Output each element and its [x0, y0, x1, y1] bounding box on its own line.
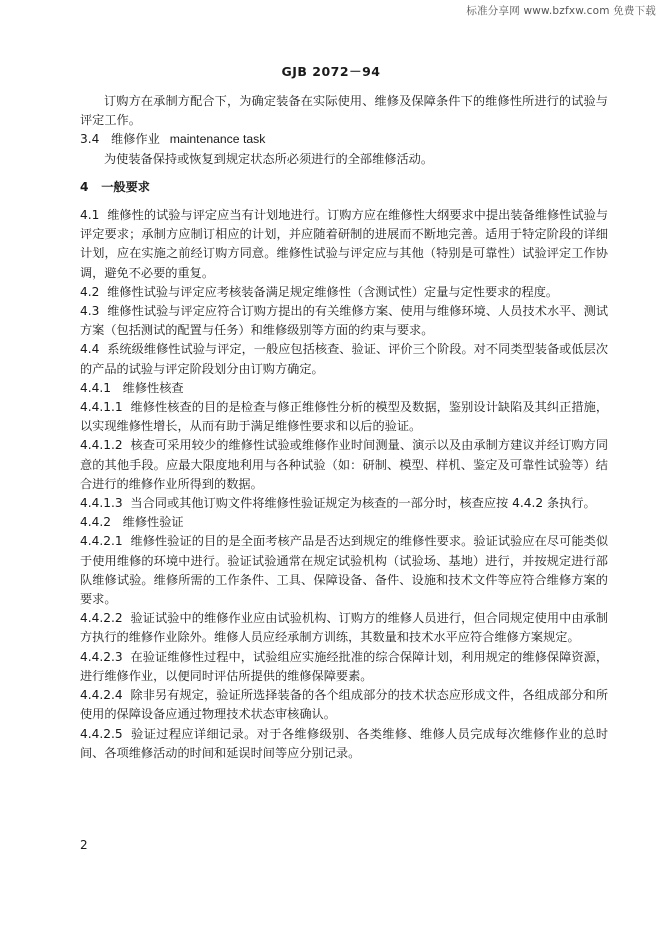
- clause-number: 4.4.1.1: [80, 400, 123, 415]
- clause-text: 维修性核查的目的是检查与修正维修性分析的模型及数据，鉴别设计缺陷及其纠正措施，以实现维修性增长，从而有助于满足维修性要求和以后的验证。: [80, 400, 609, 434]
- clause-number: 4.1: [80, 208, 100, 223]
- subsection-4-4-2-heading: [80, 513, 608, 532]
- clause-text: 验证试验中的维修作业应由试验机构、订购方的维修人员进行，但合同规定使用中由承制方执行的维修作业除外。维修人员应经承制方训练，其数量和技术水平应符合维修方案规定。: [80, 611, 609, 645]
- section-title-en: maintenance task: [169, 132, 266, 147]
- clause-text: 除非另有规定，验证所选择装备的各个组成部分的技术状态应形成文件，各组成部分和所使用的保障设备应通过物理技术状态审核确认。: [80, 688, 609, 722]
- clause-4-2: [80, 283, 608, 302]
- paragraph-3-3-continuation: 订购方在承制方配合下，为确定装备在实际使用、维修及保障条件下的维修性所进行的试验与评定工作。: [80, 94, 608, 128]
- clause-number: 4.4.2.4: [80, 688, 123, 703]
- clause-4-1: [80, 206, 608, 283]
- clause-4-4: [80, 340, 608, 378]
- clause-number: 4.2: [80, 284, 100, 299]
- page-number: 2: [80, 838, 88, 852]
- section-number: 4: [80, 179, 89, 194]
- clause-4-4-2-2: [80, 609, 608, 647]
- clause-4-4-2-5: [80, 725, 608, 763]
- clause-text: 验证过程应详细记录。对于各维修级别、各类维修、维修人员完成每次维修作业的总时间、各项维修活动的时间和延误时间等应分别记录。: [80, 726, 609, 760]
- clause-4-4-1-1: [80, 398, 608, 436]
- subsection-number: 4.4.2: [80, 515, 112, 530]
- subsection-title: 维修性验证: [122, 515, 184, 530]
- clause-number: 4.4.1.3: [80, 496, 123, 511]
- clause-text: 在验证维修性过程中，试验组应实施经批准的综合保障计划，利用规定的维修保障资源，进行维修作业，以便同时评估所提供的维修保障要素。: [80, 649, 609, 683]
- clause-number: 4.4.1.2: [80, 438, 123, 453]
- standard-code-header: GJB 2072－94: [281, 64, 381, 79]
- clause-text: 维修性试验与评定应考核装备满足规定维修性（含测试性）定量与定性要求的程度。: [107, 284, 559, 299]
- section-3-4-heading: [80, 130, 608, 149]
- subsection-number: 4.4.1: [80, 380, 112, 395]
- clause-4-3: [80, 302, 608, 340]
- document-body: [80, 92, 608, 763]
- clause-number: 4.4.2.1: [80, 534, 123, 549]
- section-title: 维修作业: [111, 132, 160, 147]
- subsection-4-4-1-heading: [80, 379, 608, 398]
- section-4-heading: [80, 178, 608, 197]
- paragraph-3-4-definition: 为使装备保持或恢复到规定状态所必须进行的全部维修活动。: [104, 151, 434, 166]
- clause-4-4-2-4: [80, 686, 608, 724]
- clause-4-4-2-3: [80, 648, 608, 686]
- clause-4-4-1-3: [80, 494, 608, 513]
- clause-text: 维修性验证的目的是全面考核产品是否达到规定的维修性要求。验证试验应在尽可能类似于使用维修的环境中进行。验证试验通常在规定试验机构（试验场、基地）进行，并按规定进行部队维修试验。维修所需的工作条件、工具、保障设备、备件、设施和技术文件等应符合维修方案的要求。: [80, 534, 609, 607]
- clause-text: 维修性试验与评定应符合订购方提出的有关维修方案、使用与维修环境、人员技术水平、测试方案（包括测试的配置与任务）和维修级别等方面的约束与要求。: [80, 304, 609, 338]
- section-number: 3.4: [80, 132, 100, 147]
- clause-text: 当合同或其他订购文件将维修性验证规定为核查的一部分时，核查应按 4.4.2 条执行。: [130, 496, 596, 511]
- clause-text: 核查可采用较少的维修性试验或维修作业时间测量、演示以及由承制方建议并经订购方同意的其他手段。应最大限度地利用与各种试验（如：研制、模型、样机、鉴定及可靠性试验等）结合进行的维修作业所得到的数据。: [80, 438, 609, 491]
- clause-4-4-1-2: [80, 436, 608, 494]
- watermark-text: 标准分享网 www.bzfxw.com 免费下载: [466, 5, 656, 17]
- clause-number: 4.4.2.5: [80, 726, 123, 741]
- section-title: 一般要求: [101, 179, 150, 194]
- clause-number: 4.3: [80, 304, 100, 319]
- clause-number: 4.4.2.3: [80, 649, 123, 664]
- clause-number: 4.4.2.2: [80, 611, 123, 626]
- clause-text: 维修性的试验与评定应当有计划地进行。订购方应在维修性大纲要求中提出装备维修性试验与评定要求；承制方应制订相应的计划，并应随着研制的进展而不断地完善。适用于特定阶段的详细计划，应在实施之前经订购方同意。维修性试验与评定应与其他（特别是可靠性）试验评定工作协调，避免不必要的重复。: [80, 208, 609, 280]
- clause-number: 4.4: [80, 342, 100, 357]
- subsection-title: 维修性核查: [122, 380, 184, 395]
- clause-text: 系统级维修性试验与评定，一般应包括核查、验证、评价三个阶段。对不同类型装备或低层次的产品的试验与评定阶段划分由订购方确定。: [80, 342, 609, 376]
- clause-4-4-2-1: [80, 532, 608, 609]
